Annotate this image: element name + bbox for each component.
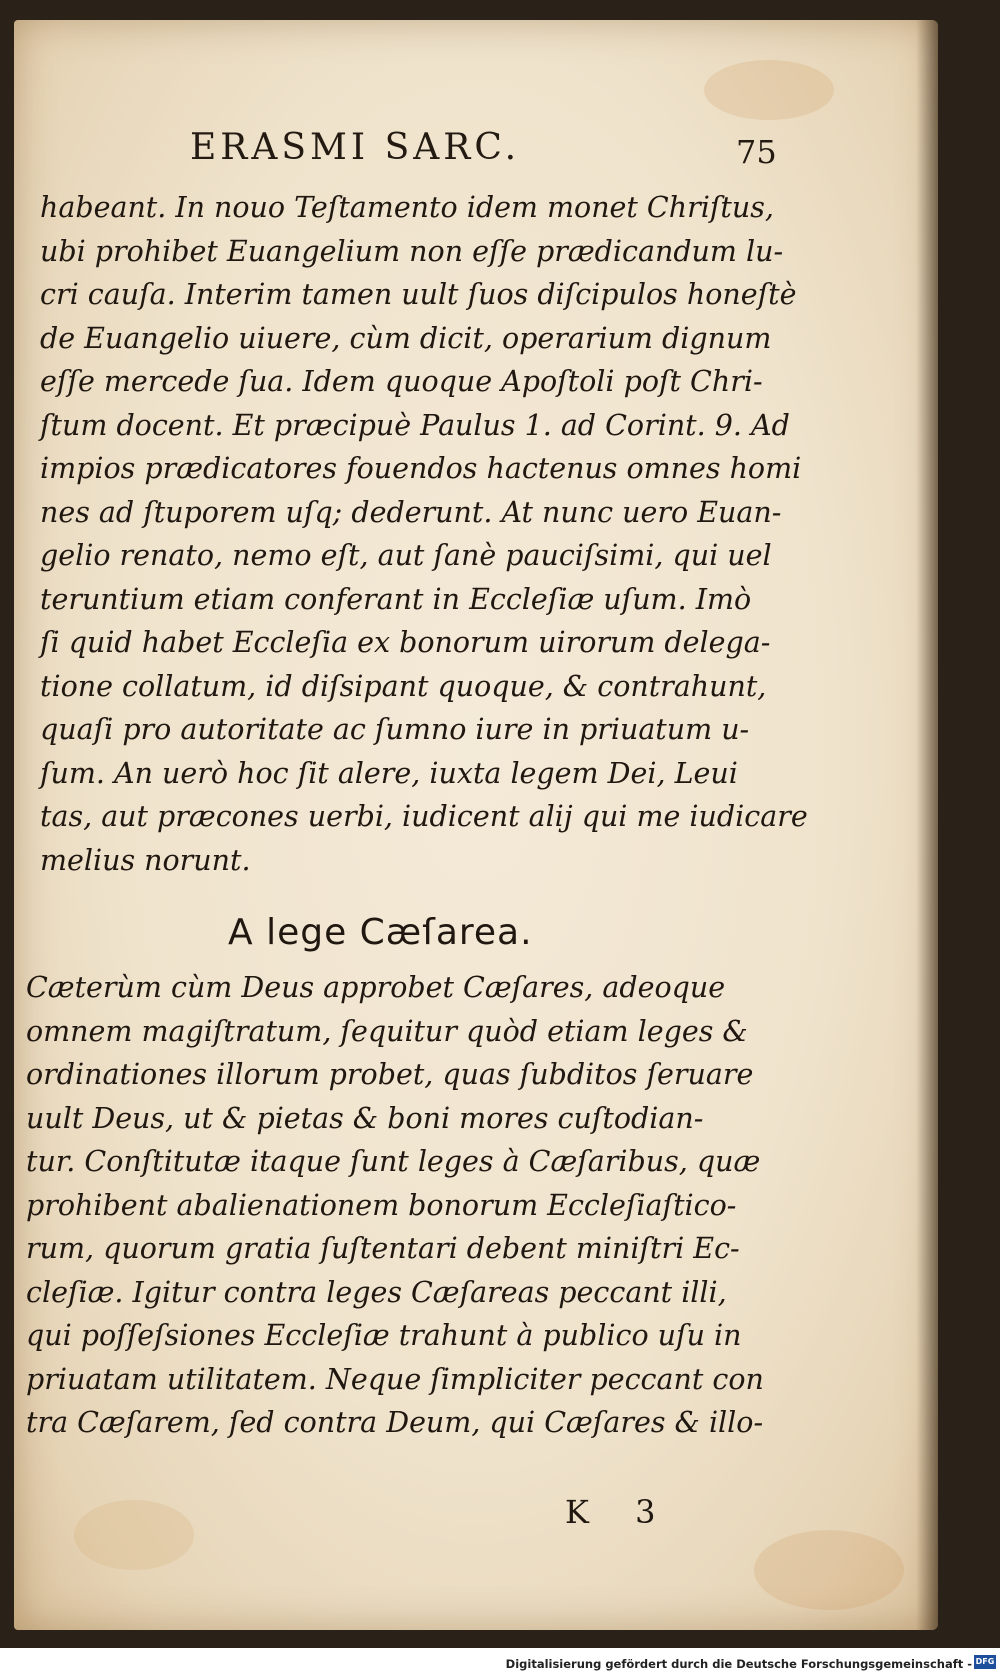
text-line: quaſi pro autoritate ac ſumno iure in priuatum u- [40, 713, 750, 746]
page-edge-shadow [916, 20, 938, 1630]
text-line: cleſiæ. Igitur contra leges Cæſareas peccant illi, [26, 1275, 727, 1309]
text-line: prohibent abalienationem bonorum Eccleſiaſtico- [26, 1188, 737, 1222]
funding-credit: Digitalisierung gefördert durch die Deutsche Forschungsgemeinschaft - [505, 1657, 972, 1671]
text-block-1 [40, 186, 808, 882]
text-line: melius norunt. [40, 843, 251, 877]
paper-stain [754, 1530, 904, 1610]
section-heading: A lege Cæſarea. [228, 912, 533, 953]
text-line: ubi prohibet Euangelium non eſſe prædicandum lu- [40, 234, 784, 268]
text-line: habeant. In nouo Teſtamento idem monet Chriſtus, [40, 191, 774, 224]
text-line: eſſe mercede ſua. Idem quoque Apoſtoli poſt Chri- [40, 365, 763, 398]
text-line: qui poſſeſsiones Eccleſiæ trahunt à publico uſu in [26, 1319, 742, 1352]
text-line: uult Deus, ut & pietas & boni mores cuſtodian- [26, 1101, 704, 1135]
text-line: Cæterùm cùm Deus approbet Cæſares, adeoque [26, 971, 726, 1004]
text-line: nes ad ſtuporem uſq; dederunt. At nunc uero Euan- [40, 495, 782, 529]
running-head: ERASMI SARC. [190, 127, 521, 168]
text-line: impios prædicatores fouendos hactenus omnes homi [40, 452, 802, 485]
footer-bar [0, 1648, 1000, 1676]
text-line: ordinationes illorum probet, quas ſubditos ſeruare [26, 1058, 754, 1091]
text-line: omnem magiſtratum, ſequitur quòd etiam leges & [26, 1014, 748, 1048]
text-line: rum, quorum gratia ſuſtentari debent miniſtri Ec- [26, 1232, 740, 1265]
paper-stain [74, 1500, 194, 1570]
text-line: tione collatum, id diſsipant quoque, & contrahunt, [40, 669, 767, 703]
text-line: de Euangelio uiuere, cùm dicit, operarium dignum [40, 321, 772, 355]
text-line: cri cauſa. Interim tamen uult ſuos diſcipulos honeſtè [40, 278, 797, 311]
text-line: tas, aut præcones uerbi, iudicent alij qui me iudicare [40, 800, 808, 833]
text-line: gelio renato, nemo eſt, aut ſanè pauciſsimi, qui uel [40, 539, 772, 572]
text-block-2 [26, 966, 786, 1445]
page-headline [190, 127, 790, 171]
text-line: ſum. An uerò hoc ſit alere, iuxta legem Dei, Leui [40, 756, 738, 790]
text-line: tur. Conſtitutæ itaque ſunt leges à Cæſaribus, quæ [26, 1145, 761, 1178]
text-line: ſi quid habet Eccleſia ex bonorum uirorum delega- [40, 626, 771, 659]
paper-stain [704, 60, 834, 120]
text-line: tra Cæſarem, ſed contra Deum, qui Cæſares & illo- [26, 1406, 764, 1439]
signature-mark: K 3 [565, 1493, 674, 1531]
dfg-logo-icon: DFG [974, 1655, 996, 1669]
folio-number: 75 [736, 133, 777, 171]
text-line: priuatam utilitatem. Neque ſimpliciter peccant con [26, 1362, 764, 1396]
text-line: ſtum docent. Et præcipuè Paulus 1. ad Corint. 9. Ad [40, 408, 790, 442]
text-line: teruntium etiam conferant in Eccleſiæ uſum. Imò [40, 582, 752, 616]
